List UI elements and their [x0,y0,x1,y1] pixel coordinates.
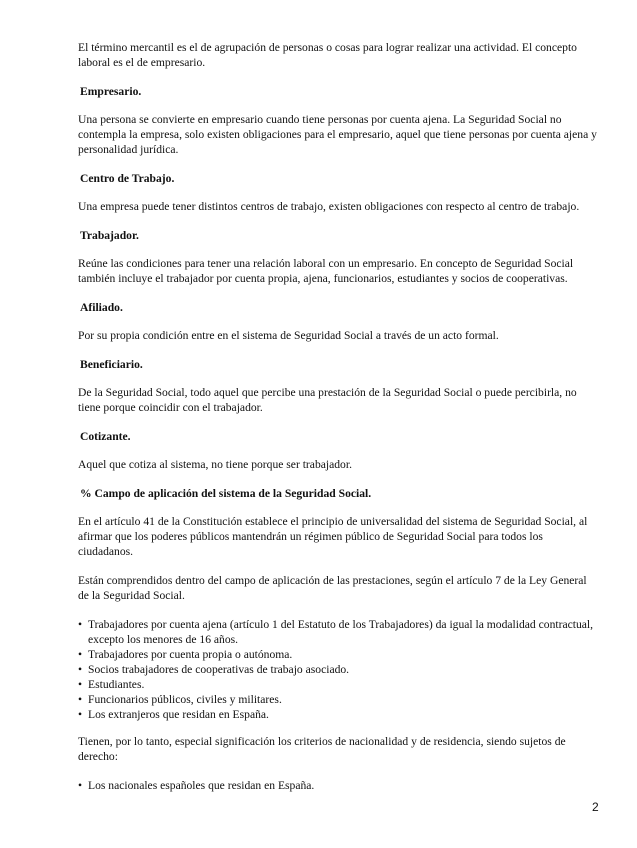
campo-paragraph-3: Tienen, por lo tanto, especial significación los criterios de nacionalidad y de residencia, siendo sujetos de derecho: [78,735,566,763]
heading-beneficiario: Beneficiario. [80,358,143,371]
list-item [78,677,600,692]
list-item-text: Trabajadores por cuenta ajena (artículo 1 del Estatuto de los Trabajadores) da igual la modalidad contractual, excepto los menores de 16 años. [88,618,594,646]
list-item [78,707,600,722]
campo-paragraph-1: En el artículo 41 de la Constitución establece el principio de universalidad del sistema de Seguridad Social, al afirmar que los poderes públicos mantendrán un régimen público de Seguridad Social para todos los ciudadanos. [78,515,588,558]
heading-cotizante: Cotizante. [80,430,131,443]
list-item-text: Socios trabajadores de cooperativas de trabajo asociado. [88,663,350,676]
list-item [78,692,600,707]
bullet-icon: • [78,779,83,792]
bullet-icon: • [78,618,83,631]
sujetos-list [78,778,600,793]
bullet-icon: • [78,678,83,691]
beneficiario-paragraph: De la Seguridad Social, todo aquel que percibe una prestación de la Seguridad Social o puede percibirla, no tiene porque coincidir con el trabajador. [78,386,577,414]
centro-trabajo-paragraph: Una empresa puede tener distintos centros de trabajo, existen obligaciones con respecto al centro de trabajo. [78,200,580,213]
list-item-text: Funcionarios públicos, civiles y militares. [88,693,282,706]
cotizante-paragraph: Aquel que cotiza al sistema, no tiene porque ser trabajador. [78,458,352,471]
bullet-icon: • [78,648,83,661]
heading-empresario: Empresario. [80,85,142,98]
heading-campo-aplicacion: % Campo de aplicación del sistema de la Seguridad Social. [80,487,372,500]
page-number: 2 [592,800,599,814]
bullet-icon: • [78,708,83,721]
list-item [78,617,600,647]
bullet-icon: • [78,693,83,706]
list-item [78,647,600,662]
list-item-text: Los extranjeros que residan en España. [88,708,269,721]
heading-afiliado: Afiliado. [80,301,123,314]
trabajador-paragraph: Reúne las condiciones para tener una relación laboral con un empresario. En concepto de Seguridad Social también incluye el trabajador por cuenta propia, ajena, funcionarios, estudiantes y socios de cooperativas. [78,257,574,285]
list-item-text: Los nacionales españoles que residan en España. [88,779,315,792]
list-item-text: Estudiantes. [88,678,145,691]
heading-trabajador: Trabajador. [80,229,139,242]
heading-centro-trabajo: Centro de Trabajo. [80,172,175,185]
list-item [78,662,600,677]
empresario-paragraph: Una persona se convierte en empresario cuando tiene personas por cuenta ajena. La Seguridad Social no contempla la empresa, solo existen obligaciones para el empresario, aquel que tiene personas por cuenta ajena y personalidad jurídica. [78,113,597,156]
bullet-icon: • [78,663,83,676]
campo-paragraph-2: Están comprendidos dentro del campo de aplicación de las prestaciones, según el artículo 7 de la Ley General de la Seguridad Social. [78,574,587,602]
intro-paragraph: El término mercantil es el de agrupación de personas o cosas para lograr realizar una actividad. El concepto laboral es el de empresario. [78,41,577,69]
document-body [78,40,600,805]
afiliado-paragraph: Por su propia condición entre en el sistema de Seguridad Social a través de un acto formal. [78,329,499,342]
list-item-text: Trabajadores por cuenta propia o autónoma. [88,648,293,661]
campo-list [78,617,600,722]
list-item [78,778,600,793]
